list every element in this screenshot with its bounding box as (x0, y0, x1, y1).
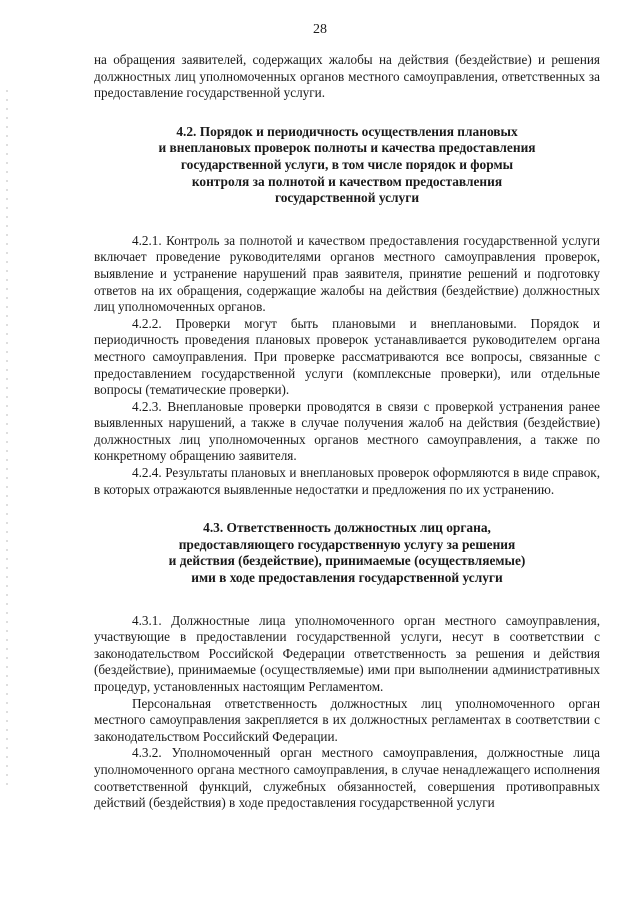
paragraph-4-2-1: 4.2.1. Контроль за полнотой и качеством предоставления государственной услуги включает проведение руководителями органов местного самоуправления проверок, выявление и устранение нарушений прав заявителя, принятие решений и подготовку ответов на их обращения, содержащие жалобы на действия (бездействие) должностных лиц уполномоченных органов. (94, 232, 600, 315)
heading-line: государственной услуги (274, 190, 420, 206)
page-number: 28 (313, 22, 327, 37)
paragraph-4-2-2: 4.2.2. Проверки могут быть плановыми и внеплановыми. Порядок и периодичность проведения плановых проверок устанавливается руководителем органа местного самоуправления. При проверке рассматриваются все вопросы, связанные с предоставлением государственной услуги (комплексные проверки), или отдельные вопросы (тематические проверки). (94, 315, 600, 398)
scan-margin-marks (6, 90, 8, 790)
paragraph-4-3-2: 4.3.2. Уполномоченный орган местного самоуправления, должностные лица уполномоченного органа местного самоуправления, в случае ненадлежащего исполнения соответственной функций, служебных обязанностей, совершения противоправных действий (бездействия) в ходе предоставления государственной услуги (94, 745, 600, 811)
page-content (94, 52, 600, 812)
heading-line: государственной услуги, в том числе порядок и формы (180, 156, 514, 172)
paragraph-4-2-3: 4.2.3. Внеплановые проверки проводятся в связи с проверкой устранения ранее выявленных нарушений, а также в случае получения жалоб на действия (бездействие) должностных лиц уполномоченных органов местного самоуправления, а также по конкретному обращению заявителя. (94, 398, 600, 464)
paragraph-4-2-4: 4.2.4. Результаты плановых и внеплановых проверок оформляются в виде справок, в которых отражаются выявленные недостатки и предложения по их устранению. (94, 465, 600, 497)
section-4-3-heading (94, 520, 600, 586)
heading-line: предоставляющего государственную услугу за решения (178, 536, 516, 552)
paragraph-4-3-1: 4.3.1. Должностные лица уполномоченного орган местного самоуправления, участвующие в предоставлении государственной услуги, несут в соответствии с законодательством Российской Федерации ответственность за решения и действия (бездействие), принимаемые (осуществляемые) ими при выполнении административных процедур, установленных настоящим Регламентом. (94, 612, 600, 694)
paragraph-personal-responsibility: Персональная ответственность должностных лиц уполномоченного орган местного самоуправления закрепляется в их должностных регламентах в соответствии с законодательством Российский Федерации. (94, 695, 600, 744)
heading-line: 4.3. Ответственность должностных лиц органа, (203, 520, 491, 536)
intro-paragraph: на обращения заявителей, содержащих жалобы на действия (бездействие) и решения должностных лиц уполномоченных органов местного самоуправления, ответственных за предоставление государственной услуги. (94, 52, 600, 101)
heading-line: и действия (бездействие), принимаемые (осуществляемые) (168, 553, 526, 569)
heading-line: 4.2. Порядок и периодичность осуществления плановых (176, 123, 518, 139)
heading-line: ими в ходе предоставления государственной услуги (191, 570, 503, 586)
heading-line: и внеплановых проверок полноты и качества предоставления (158, 140, 536, 156)
section-4-2-heading (94, 124, 600, 207)
heading-line: контроля за полнотой и качеством предоставления (191, 173, 503, 189)
